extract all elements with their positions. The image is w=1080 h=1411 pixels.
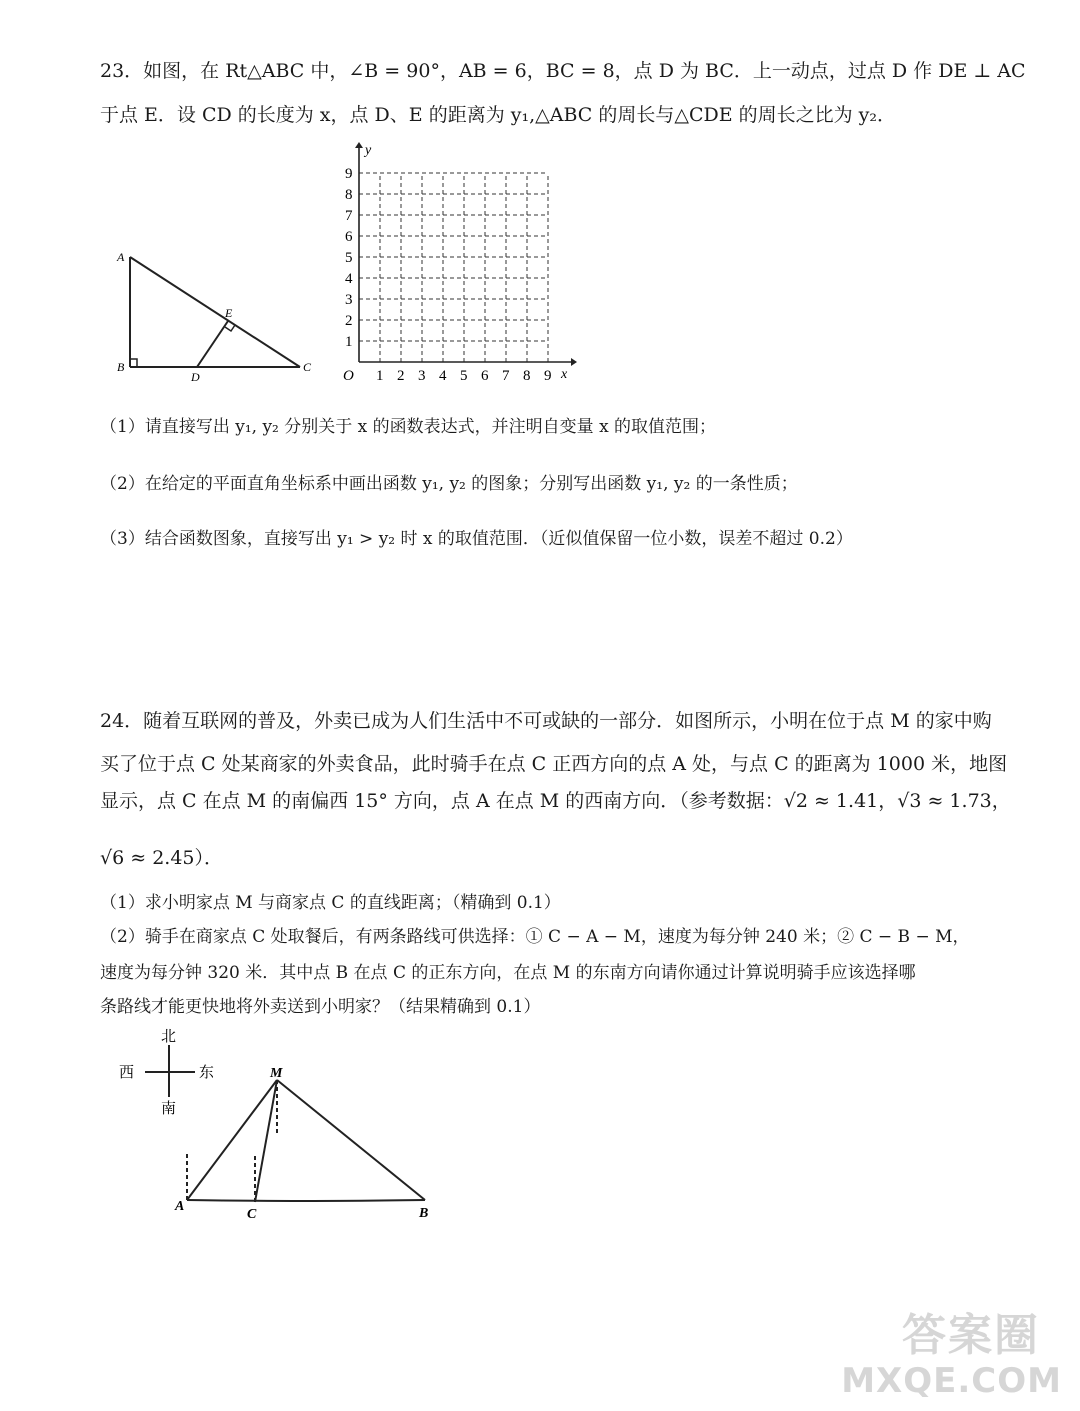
q24-text-line2: 买了位于点 C 处某商家的外卖食品，此时骑手在点 C 正西方向的点 A 处，与点 C 的距离为 1000 米，地图 (100, 753, 1008, 775)
q24-text-line3: 显示，点 C 在点 M 的南偏西 15° 方向，点 A 在点 M 的西南方向．（参考数据：√2 ≈ 1.41，√3 ≈ 1.73， (100, 790, 1011, 812)
q24-text-line1: 24．随着互联网的普及，外卖已成为人们生活中不可或缺的一部分．如图所示，小明在位于点 M 的家中购 (100, 710, 992, 732)
y-tick-label: 4 (345, 271, 353, 287)
y-tick-label: 2 (345, 313, 353, 329)
x-tick-label: 1 (376, 368, 384, 384)
y-tick-label: 1 (345, 334, 353, 350)
compass-north: 北 (161, 1029, 177, 1045)
q23-coordinate-grid (335, 140, 580, 385)
label-D: D (191, 370, 200, 384)
compass-west: 西 (119, 1065, 135, 1081)
origin-label: O (343, 368, 354, 384)
compass-south: 南 (161, 1101, 177, 1117)
y-tick-label: 8 (345, 187, 353, 203)
y-tick-label: 3 (345, 292, 353, 308)
watermark-logo: 答案圈 (902, 1310, 1040, 1361)
x-axis-label: x (561, 367, 568, 382)
q23-sub1: （1）请直接写出 y₁, y₂ 分别关于 x 的函数表达式，并注明自变量 x 的取值范围； (100, 417, 717, 437)
compass-east: 东 (199, 1065, 215, 1081)
y-axis-label: y (365, 143, 372, 158)
q23-sub2: （2）在给定的平面直角坐标系中画出函数 y₁, y₂ 的图象；分别写出函数 y₁, y₂ 的一条性质； (100, 474, 798, 494)
q24-map-figure (105, 1025, 455, 1225)
label-E: E (225, 306, 233, 320)
q24-sub2-line1: （2）骑手在商家点 C 处取餐后，有两条路线可供选择：① C − A − M，速度为每分钟 240 米；② C − B − M， (100, 927, 970, 947)
q24-text-line4: √6 ≈ 2.45）． (100, 847, 223, 869)
x-tick-label: 2 (397, 368, 405, 384)
q24-sub2-line3: 条路线才能更快地将外卖送到小明家？（结果精确到 0.1） (100, 997, 541, 1017)
q24-sub2-line2: 速度为每分钟 320 米．其中点 B 在点 C 的正东方向，在点 M 的东南方向请你通过计算说明骑手应该选择哪 (100, 963, 916, 983)
x-tick-label: 8 (523, 368, 531, 384)
label-C: C (303, 360, 312, 374)
x-tick-label: 3 (418, 368, 426, 384)
y-tick-label: 6 (345, 229, 353, 245)
watermark-url: MXQE.COM (841, 1361, 1062, 1401)
q23-text-line2: 于点 E．设 CD 的长度为 x，点 D、E 的距离为 y₁,△ABC 的周长与△CDE 的周长之比为 y₂． (100, 104, 897, 126)
x-tick-label: 5 (460, 368, 468, 384)
q23-sub3: （3）结合函数图象，直接写出 y₁ > y₂ 时 x 的取值范围．（近似值保留一位小数，误差不超过 0.2） (100, 529, 853, 549)
map-label-A: A (175, 1199, 185, 1214)
q23-triangle-figure (115, 245, 325, 385)
q23-text-line1: 23．如图，在 Rt△ABC 中，∠B = 90°，AB = 6，BC = 8，点 D 为 BC．上一动点，过点 D 作 DE ⊥ AC (100, 60, 1026, 82)
q24-sub1: （1）求小明家点 M 与商家点 C 的直线距离；（精确到 0.1） (100, 893, 561, 913)
label-A: A (117, 250, 125, 264)
x-tick-label: 6 (481, 368, 489, 384)
x-tick-label: 9 (544, 368, 552, 384)
map-label-C: C (247, 1207, 257, 1222)
map-label-B: B (419, 1206, 429, 1221)
x-tick-label: 4 (439, 368, 447, 384)
y-tick-label: 9 (345, 166, 353, 182)
y-tick-label: 5 (345, 250, 353, 266)
map-label-M: M (270, 1066, 283, 1081)
x-tick-label: 7 (502, 368, 510, 384)
label-B: B (117, 360, 125, 374)
y-tick-label: 7 (345, 208, 353, 224)
